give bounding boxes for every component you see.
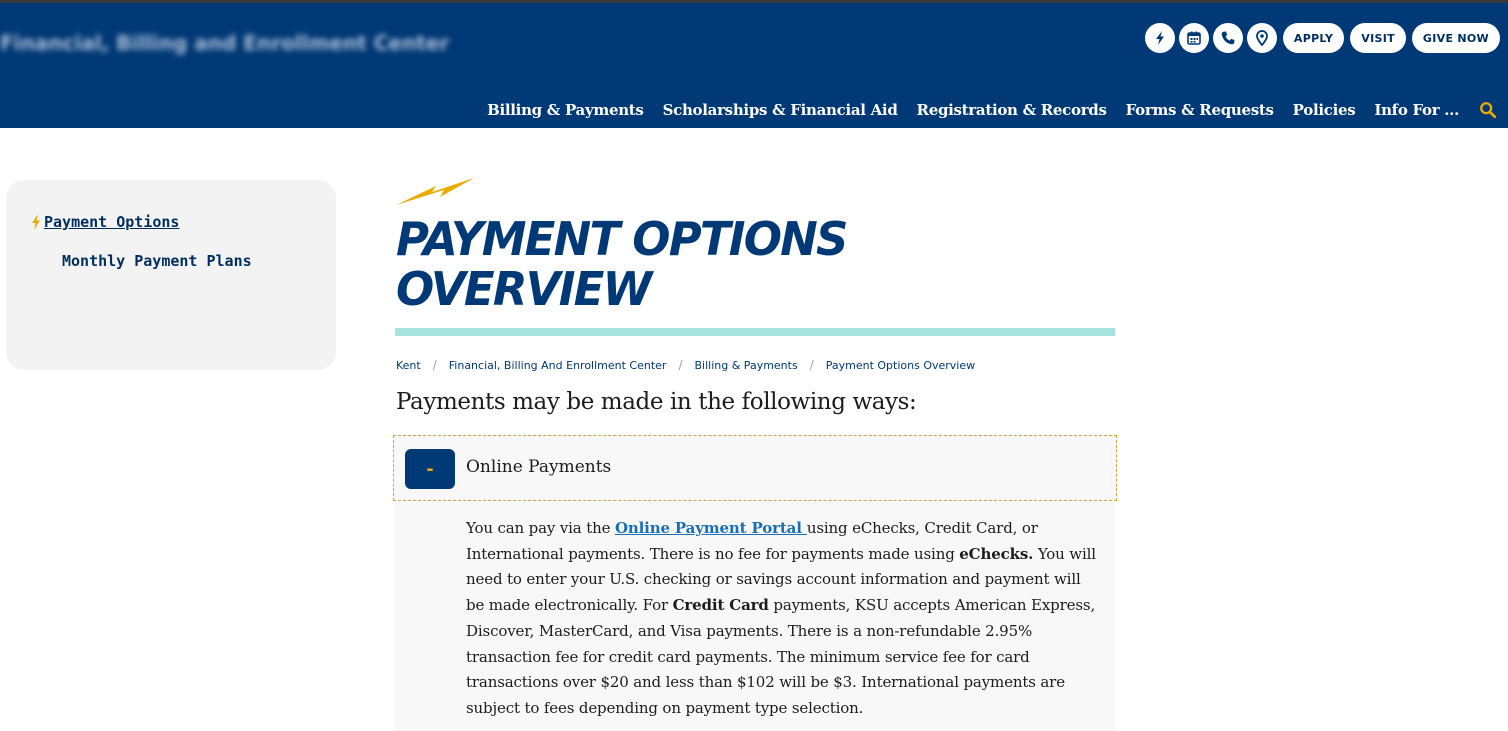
bold-credit-card: Credit Card <box>672 596 769 615</box>
nav-scholarships-financial-aid[interactable]: Scholarships & Financial Aid <box>662 101 898 119</box>
accordion-panel <box>395 502 1115 731</box>
nav-info-for[interactable]: Info For ... <box>1374 101 1459 119</box>
phone-icon <box>1220 30 1236 46</box>
lightning-bolt-decoration-icon <box>396 177 476 207</box>
online-payments-description <box>466 516 1102 722</box>
site-header <box>0 3 1508 128</box>
calendar-icon <box>1186 30 1202 46</box>
nav-billing-payments[interactable]: Billing & Payments <box>487 101 644 119</box>
nav-registration-records[interactable]: Registration & Records <box>916 101 1107 119</box>
nav-policies[interactable]: Policies <box>1292 101 1356 119</box>
breadcrumb-separator: / <box>678 358 683 372</box>
sidebar-item-monthly-payment-plans[interactable]: Monthly Payment Plans <box>62 252 252 270</box>
breadcrumb-kent[interactable]: Kent <box>396 358 421 372</box>
lightning-icon <box>1152 30 1168 46</box>
text-run: using eChecks, Credit Card, or International payments. There is no fee for payments made using <box>466 519 1038 563</box>
nav-forms-requests[interactable]: Forms & Requests <box>1125 101 1274 119</box>
online-payment-portal-link[interactable]: Online Payment Portal <box>614 519 807 537</box>
text-run: You can pay via the <box>466 519 615 537</box>
accordion-title[interactable]: Online Payments <box>466 457 612 477</box>
breadcrumb-separator: / <box>432 358 437 372</box>
location-button[interactable] <box>1247 23 1277 53</box>
search-button[interactable] <box>1478 100 1498 120</box>
search-icon <box>1479 101 1497 119</box>
breadcrumb <box>396 358 975 372</box>
lightning-icon <box>30 214 42 230</box>
section-sidebar <box>6 180 336 370</box>
page-title-line-2: OVERVIEW <box>396 261 651 317</box>
page-title <box>396 211 847 317</box>
apply-button[interactable]: APPLY <box>1283 23 1344 53</box>
site-title[interactable]: Financial, Billing and Enrollment Center <box>0 31 450 55</box>
sidebar-item-label: Payment Options <box>44 213 180 231</box>
page-title-line-1: PAYMENT OPTIONS <box>396 211 847 267</box>
flashes-button[interactable] <box>1145 23 1175 53</box>
calendar-button[interactable] <box>1179 23 1209 53</box>
intro-heading: Payments may be made in the following ways: <box>396 389 917 415</box>
bold-echecks: eChecks. <box>959 544 1034 563</box>
phone-button[interactable] <box>1213 23 1243 53</box>
text-run: payments, KSU accepts American Express, Discover, MasterCard, and Visa payments. There is a non-refundable 2.95% transaction fee for credit card payments. The minimum service fee for card transactions over $20 and less than $102 will be $3. International payments are subject to fees depending on payment type selection. <box>466 596 1096 717</box>
accordion-online-payments-header[interactable] <box>393 435 1117 501</box>
accordion-collapse-button[interactable]: - <box>405 449 455 489</box>
breadcrumb-financial-center[interactable]: Financial, Billing And Enrollment Center <box>448 358 667 372</box>
breadcrumb-billing-payments[interactable]: Billing & Payments <box>694 358 798 372</box>
breadcrumb-separator: / <box>809 358 814 372</box>
give-now-button[interactable]: GIVE NOW <box>1412 23 1500 53</box>
title-underline-rule <box>395 328 1115 336</box>
text-run: You will need to enter your U.S. checking or savings account information and payment will be made electronically. For <box>466 544 1096 615</box>
main-navigation <box>487 100 1498 120</box>
breadcrumb-current-page: Payment Options Overview <box>825 358 976 372</box>
map-pin-icon <box>1254 30 1270 46</box>
visit-button[interactable]: VISIT <box>1350 23 1406 53</box>
sidebar-item-payment-options[interactable] <box>30 213 179 231</box>
utility-bar <box>1145 23 1500 53</box>
